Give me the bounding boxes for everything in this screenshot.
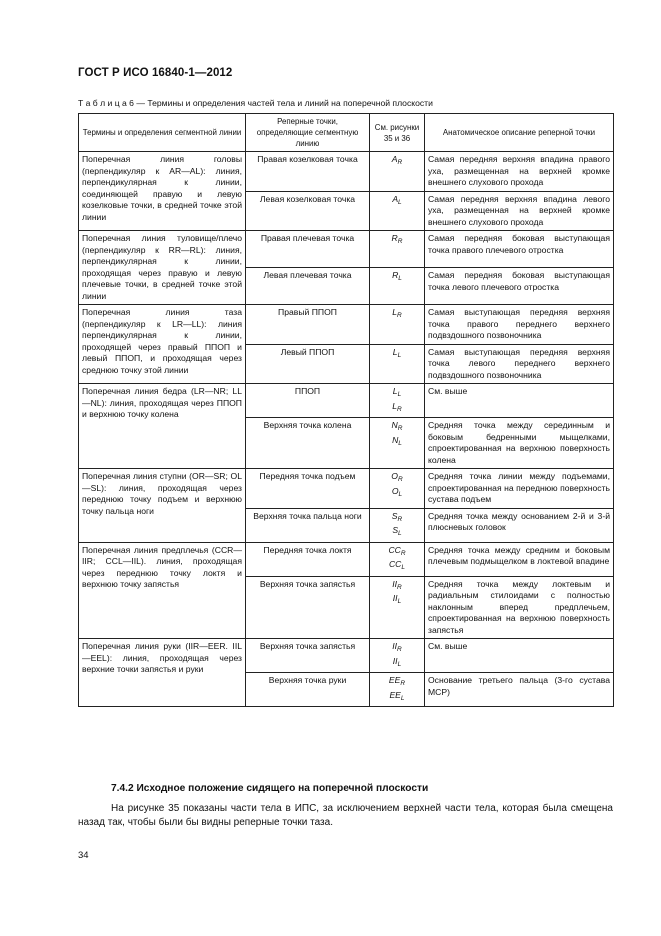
reference-point: Правая козелковая точка [246,152,370,192]
anatomical-description: Самая передняя боковая выступающая точка левого плечевого отростка [425,268,614,305]
figure-code: $S_R$ $S_L$ [370,508,425,542]
reference-point: Верхняя точка запястья [246,576,370,639]
anatomical-description: Основание третьего пальца (3-го сустава МСР) [425,673,614,707]
reference-point: Верхняя точка руки [246,673,370,707]
anatomical-description: Самая выступающая передняя верхняя точка правого переднего верхнего подвздошного позвоночника [425,305,614,345]
table-row [79,542,614,576]
reference-point: Передняя точка локтя [246,542,370,576]
anatomical-description: Средняя точка линии между подъемами, спроектированная на переднюю поверхность сустава подъем [425,469,614,509]
table-header-row [79,114,614,152]
header-figures: См. рисунки 35 и 36 [370,114,425,152]
segment-line-term: Поперечная линия таза (перпендикуляр к LR—LL): линия перпендикулярная к линии, проходящей через правый ППОП и левый ППОП, и проходящая через среднюю точку этой линии [79,305,246,384]
segment-line-term: Поперечная линия предплечья (CCR—IIR; CCL—IIL). линия, проходящая через переднюю точку локтя и верхнюю точку запястья [79,542,246,639]
table-row [79,469,614,509]
figure-code: $R_L$ [370,268,425,305]
header-terms: Термины и определения сегментной линии [79,114,246,152]
table-row [79,152,614,192]
section-title: 7.4.2 Исходное положение сидящего на поперечной плоскости [111,783,429,794]
segment-line-term: Поперечная линия бедра (LR—NR; LL—NL): линия, проходящая через ППОП и верхнюю точку колена [79,384,246,469]
table-caption: Т а б л и ц а 6 — Термины и определения частей тела и линий на поперечной плоскости [78,98,433,108]
page-number: 34 [78,850,89,861]
figure-code: $A_R$ [370,152,425,192]
table-row [79,305,614,345]
reference-point: Правый ППОП [246,305,370,345]
figure-code: $O_R$ $O_L$ [370,469,425,509]
reference-point: Верхняя точка запястья [246,639,370,673]
reference-point: ППОП [246,384,370,418]
figure-code: $L_R$ [370,305,425,345]
anatomical-description: Самая передняя верхняя впадина левого уха, размещенная на верхней кромке внешнего слухового прохода [425,191,614,231]
table-body [79,152,614,707]
figure-code: $CC_R$ $CC_L$ [370,542,425,576]
anatomical-description: Самая передняя верхняя впадина правого уха, размещенная на верхней кромке внешнего слухового прохода [425,152,614,192]
terms-table [78,113,614,707]
reference-point: Верхняя точка пальца ноги [246,508,370,542]
section-paragraph: На рисунке 35 показаны части тела в ИПС, за исключением верхней части тела, которая была смещена назад так, чтобы были бы видны реперные точки таза. [78,803,613,828]
figure-code: $L_L$ $L_R$ [370,384,425,418]
reference-point: Передняя точка подъем [246,469,370,509]
reference-point: Правая плечевая точка [246,231,370,268]
reference-point: Левый ППОП [246,344,370,384]
table-row [79,639,614,673]
anatomical-description: Самая выступающая передняя верхняя точка левого переднего верхнего подвздошного позвоночника [425,344,614,384]
header-points: Реперные точки, определяющие сегментную линию [246,114,370,152]
anatomical-description: Средняя точка между серединным и боковым бедренными мыщелками, спроектированная на верхнюю поверхность колена [425,418,614,469]
document-header: ГОСТ Р ИСО 16840-1—2012 [78,67,233,79]
anatomical-description: Средняя точка между основанием 2-й и 3-й плюсневых головок [425,508,614,542]
reference-point: Левая козелковая точка [246,191,370,231]
anatomical-description: Самая передняя боковая выступающая точка правого плечевого отростка [425,231,614,268]
figure-code: $L_L$ [370,344,425,384]
reference-point: Левая плечевая точка [246,268,370,305]
anatomical-description: Средняя точка между локтевым и радиальным стилоидами с полностью наклонным вперед предплечьем, спроектированная на верхнюю поверхность запястья [425,576,614,639]
segment-line-term: Поперечная линия туловище/плечо (перпендикуляр к RR—RL): линия, перпендикулярная к линии, проходящая через правую и левую плечевые точки, в средней точке этой линии [79,231,246,305]
header-anatomy: Анатомическое описание реперной точки [425,114,614,152]
segment-line-term: Поперечная линия руки (IIR—EER. IIL—EEL): линия, проходящая через верхние точки запястья и руки [79,639,246,707]
anatomical-description: Средняя точка между средним и боковым плечевым подмыщелком в локтевой впадине [425,542,614,576]
figure-code: $II_R$ $II_L$ [370,576,425,639]
anatomical-description: См. выше [425,639,614,673]
figure-code: $II_R$ $II_L$ [370,639,425,673]
table-row [79,231,614,268]
reference-point: Верхняя точка колена [246,418,370,469]
segment-line-term: Поперечная линия головы (перпендикуляр к AR—AL): линия, перпендикулярная к линии, соединяющей правую и левую козелковые точки, в средней точке этой линии [79,152,246,231]
table-row [79,384,614,418]
figure-code: $N_R$ $N_L$ [370,418,425,469]
figure-code: $A_L$ [370,191,425,231]
anatomical-description: См. выше [425,384,614,418]
segment-line-term: Поперечная линия ступни (OR—SR; OL—SL): линия, проходящая через переднюю точку подъем и верхнюю точку пальца ноги [79,469,246,543]
figure-code: $R_R$ [370,231,425,268]
figure-code: $EE_R$ $EE_L$ [370,673,425,707]
